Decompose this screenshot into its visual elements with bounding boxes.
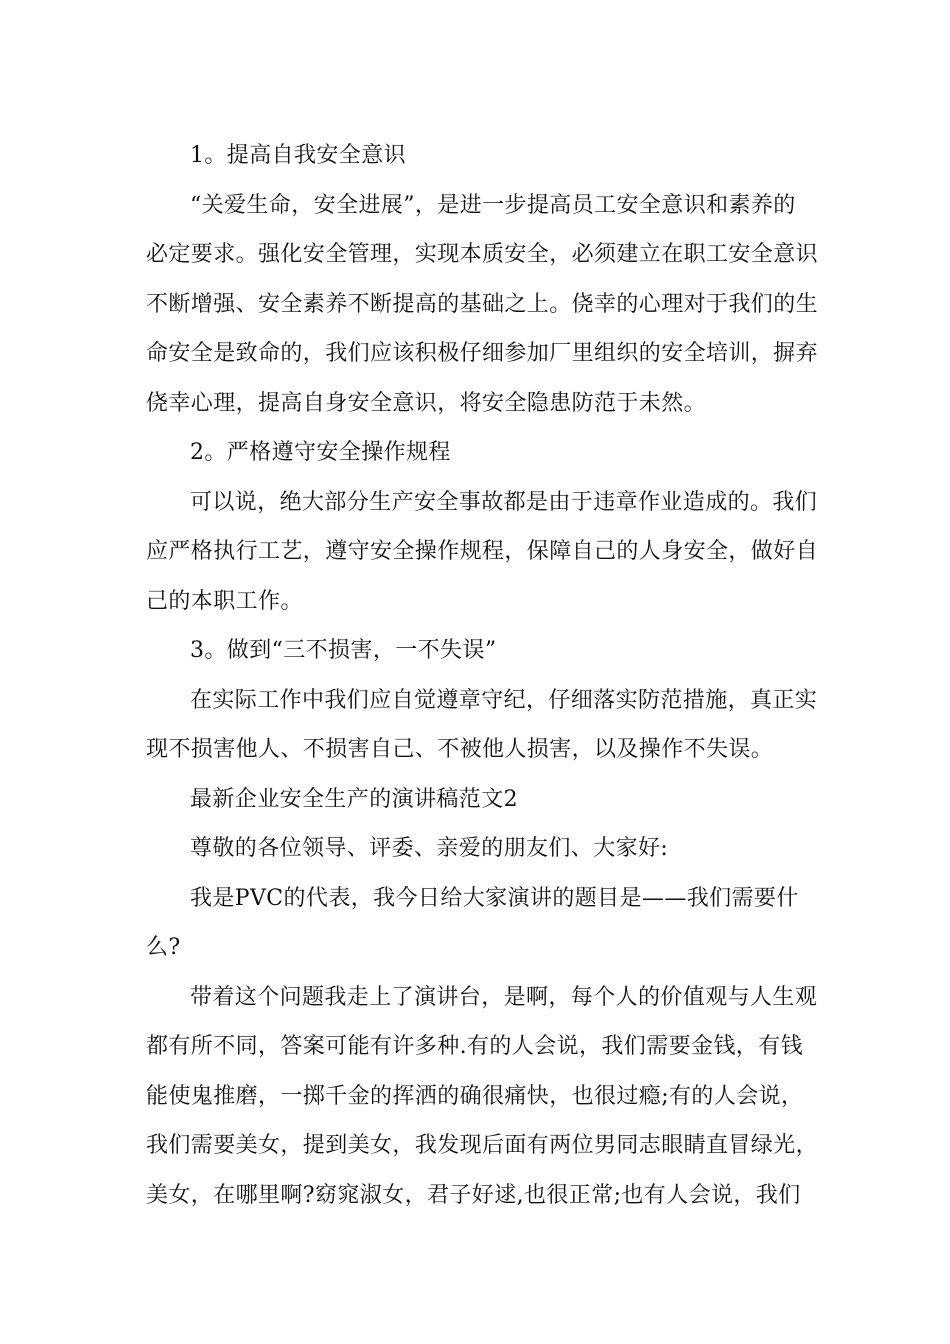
paragraph: 带着这个问题我走上了演讲台，是啊，每个人的价值观与人生观都有所不同，答案可能有许多种.有的人会说，我们需要金钱，有钱能使鬼推磨，一掷千金的挥洒的确很痛快，也很过瘾;有的人会说，我们需要美女，提到美女，我发现后面有两位男同志眼睛直冒绿光，美女，在哪里啊?窈窕淑女，君子好逑,也很正常;也有人会说，我们 — [146, 984, 819, 1208]
paragraph: 可以说，绝大部分生产安全事故都是由于违章作业造成的。我们应严格执行工艺，遵守安全操作规程，保障自己的人身安全，做好自己的本职工作。 — [146, 489, 819, 614]
paragraph: “关爱生命，安全进展”，是进一步提高员工安全意识和素养的必定要求。强化安全管理，实现本质安全，必须建立在职工安全意识不断增强、安全素养不断提高的基础之上。侥幸的心理对于我们的生命安全是致命的，我们应该积极仔细参加厂里组织的安全培训，摒弃侥幸心理，提高自身安全意识，将安全隐患防范于未然。 — [146, 192, 819, 416]
section-title: 最新企业安全生产的演讲稿范文2 — [190, 786, 518, 812]
paragraph-heading-1: 1。提高自我安全意识 — [190, 143, 406, 168]
salutation: 尊敬的各位领导、评委、亲爱的朋友们、大家好: — [190, 836, 669, 861]
paragraph: 我是PVC的代表，我今日给大家演讲的题目是——我们需要什么? — [146, 885, 799, 960]
paragraph-heading-3: 3。做到“三不损害，一不失误” — [190, 638, 497, 663]
paragraph-heading-2: 2。严格遵守安全操作规程 — [190, 440, 451, 465]
document-body — [146, 131, 818, 1220]
paragraph: 在实际工作中我们应自觉遵章守纪，仔细落实防范措施，真正实现不损害他人、不损害自己、不被他人损害，以及操作不失误。 — [146, 687, 818, 762]
